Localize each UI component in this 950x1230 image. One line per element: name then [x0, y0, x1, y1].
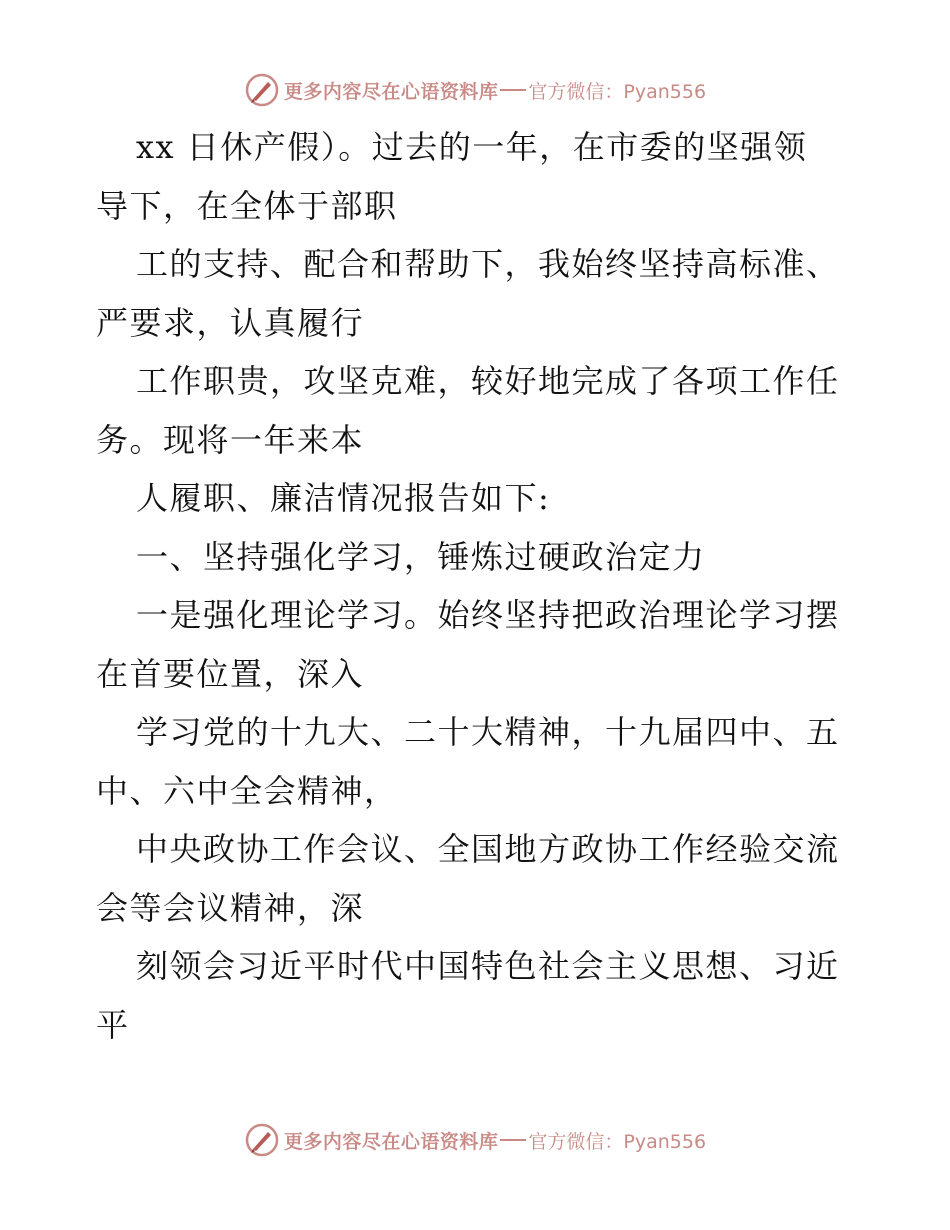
paragraph-line: 一是强化理论学习。始终坚持把政治理论学习摆	[136, 596, 840, 634]
paragraph-line: 务。现将一年来本	[96, 420, 365, 459]
paragraph-line: 一、坚持强化学习，锤炼过硬政治定力	[136, 537, 706, 576]
paragraph-line: 刻领会习近平时代中国特色社会主义思想、习近	[136, 947, 840, 985]
paragraph-line: 严要求，认真履行	[96, 303, 365, 342]
watermark-dash	[500, 1139, 526, 1141]
footer-watermark	[0, 1120, 950, 1160]
paragraph-line: 在首要位置，深入	[96, 654, 365, 693]
pen-logo-icon	[244, 72, 280, 108]
paragraph-line: xx 日休产假）。过去的一年，在市委的坚强领	[136, 128, 808, 166]
document-body	[96, 118, 856, 1054]
paragraph-line: 人履职、廉洁情况报告如下:	[136, 479, 551, 517]
watermark-dash	[500, 89, 526, 91]
watermark-main-text: 更多内容尽在心语资料库	[283, 80, 499, 103]
paragraph-line: 中、六中全会精神，	[96, 771, 398, 810]
paragraph-line: 导下，在全体于部职	[96, 186, 398, 225]
watermark-main-text: 更多内容尽在心语资料库	[283, 1130, 499, 1153]
watermark-suffix-text: 官方微信：Pyan556	[528, 80, 707, 103]
paragraph-line: 平	[96, 1005, 130, 1044]
paragraph-line: 工的支持、配合和帮助下，我始终坚持高标准、	[136, 245, 840, 283]
watermark-suffix-text: 官方微信：Pyan556	[528, 1130, 707, 1153]
header-watermark	[0, 70, 950, 110]
paragraph-line: 学习党的十九大、二十大精神，十九届四中、五	[136, 713, 840, 751]
paragraph-line: 中央政协工作会议、全国地方政协工作经验交流	[136, 830, 840, 868]
paragraph-line: 会等会议精神，深	[96, 888, 365, 927]
paragraph-line: 工作职贵，攻坚克难，较好地完成了各项工作任	[136, 362, 840, 400]
pen-logo-icon	[244, 1122, 280, 1158]
